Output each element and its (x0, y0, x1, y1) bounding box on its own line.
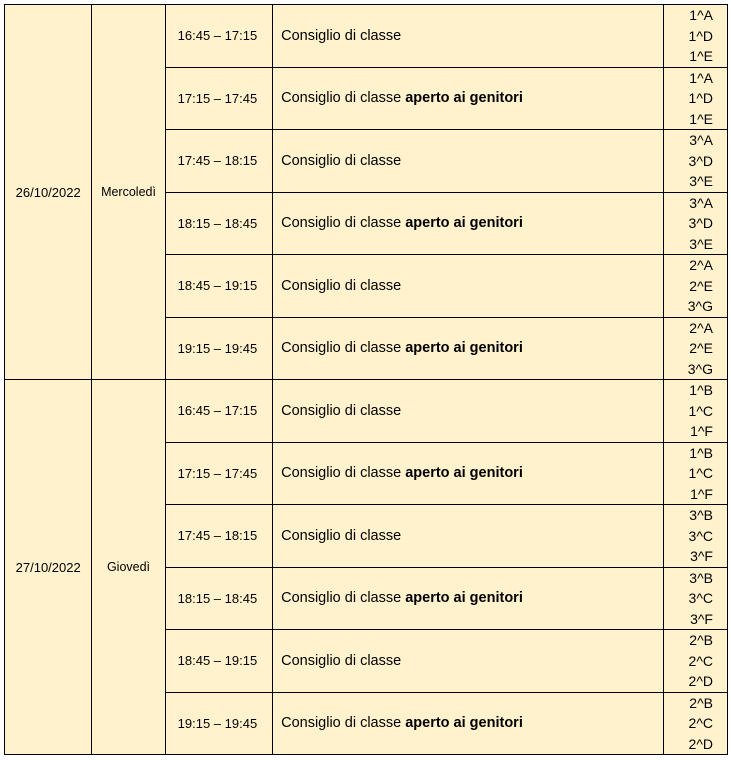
class-label: 2^C (688, 715, 713, 731)
class-label: 1^B (689, 382, 713, 398)
description-cell (273, 130, 664, 193)
description-text: Consiglio di classe (281, 465, 402, 482)
weekday-cell: Mercoledì (92, 5, 165, 380)
class-label: 1^C (688, 402, 713, 419)
open-to-parents-label: aperto ai genitori (405, 340, 523, 357)
schedule-table (4, 4, 728, 755)
description-cell (273, 692, 664, 755)
description-cell (273, 505, 664, 568)
description-cell (273, 192, 664, 255)
class-label: 3^G (687, 360, 713, 377)
description-text: Consiglio di classe (281, 652, 402, 669)
table-row (5, 5, 728, 68)
description-cell (273, 255, 664, 318)
class-label: 3^C (688, 590, 713, 606)
classes-cell (663, 192, 727, 255)
date-cell: 27/10/2022 (5, 380, 92, 755)
class-label: 3^D (688, 215, 713, 231)
description-cell (273, 317, 664, 380)
open-to-parents-label: aperto ai genitori (405, 465, 523, 482)
class-label: 1^F (690, 423, 713, 439)
class-label: 3^F (690, 548, 713, 564)
class-label: 3^D (688, 152, 713, 169)
open-to-parents-label: aperto ai genitori (405, 715, 523, 732)
class-label: 3^F (690, 610, 713, 627)
description-cell (273, 567, 664, 630)
description-text: Consiglio di classe (281, 277, 402, 294)
class-label: 3^A (689, 194, 713, 211)
time-slot-cell: 18:15 – 18:45 (165, 567, 272, 630)
open-to-parents-label: aperto ai genitori (405, 590, 523, 607)
class-label: 3^B (689, 569, 713, 586)
time-slot-cell: 19:15 – 19:45 (165, 692, 272, 755)
time-slot-cell: 18:45 – 19:15 (165, 630, 272, 693)
classes-cell (663, 630, 727, 693)
classes-cell (663, 442, 727, 505)
class-label: 2^E (689, 277, 713, 294)
date-cell: 26/10/2022 (5, 5, 92, 380)
class-label: 1^D (688, 27, 713, 44)
classes-cell (663, 130, 727, 193)
description-text: Consiglio di classe (281, 715, 402, 732)
classes-cell (663, 67, 727, 130)
class-label: 1^F (690, 485, 713, 502)
time-slot-cell: 16:45 – 17:15 (165, 5, 272, 68)
time-slot-cell: 17:15 – 17:45 (165, 442, 272, 505)
classes-cell (663, 317, 727, 380)
class-label: 1^E (689, 110, 713, 127)
description-text: Consiglio di classe (281, 590, 402, 607)
class-label: 3^C (688, 527, 713, 544)
open-to-parents-label: aperto ai genitori (405, 90, 523, 107)
time-slot-cell: 17:45 – 18:15 (165, 130, 272, 193)
class-label: 2^A (689, 257, 713, 273)
time-slot-cell: 19:15 – 19:45 (165, 317, 272, 380)
class-label: 3^E (689, 173, 713, 189)
description-text: Consiglio di classe (281, 152, 402, 169)
time-slot-cell: 16:45 – 17:15 (165, 380, 272, 443)
class-label: 2^D (688, 673, 713, 689)
class-label: 1^A (689, 69, 713, 86)
class-label: 2^B (689, 632, 713, 648)
classes-cell (663, 505, 727, 568)
classes-cell (663, 5, 727, 68)
description-cell (273, 442, 664, 505)
classes-cell (663, 692, 727, 755)
description-text: Consiglio di classe (281, 27, 402, 44)
class-label: 2^B (689, 694, 713, 711)
weekday-cell: Giovedì (92, 380, 165, 755)
description-cell (273, 67, 664, 130)
time-slot-cell: 18:45 – 19:15 (165, 255, 272, 318)
description-text: Consiglio di classe (281, 402, 402, 419)
class-label: 3^B (689, 507, 713, 523)
classes-cell (663, 567, 727, 630)
table-row (5, 380, 728, 443)
description-text: Consiglio di classe (281, 340, 402, 357)
description-text: Consiglio di classe (281, 527, 402, 544)
open-to-parents-label: aperto ai genitori (405, 215, 523, 232)
time-slot-cell: 18:15 – 18:45 (165, 192, 272, 255)
class-label: 2^C (688, 652, 713, 669)
class-label: 3^A (689, 132, 713, 148)
class-label: 2^E (689, 340, 713, 356)
time-slot-cell: 17:15 – 17:45 (165, 67, 272, 130)
class-label: 1^B (689, 444, 713, 461)
class-label: 1^A (689, 7, 713, 23)
classes-cell (663, 380, 727, 443)
class-label: 1^C (688, 465, 713, 481)
description-cell (273, 380, 664, 443)
description-cell (273, 630, 664, 693)
description-text: Consiglio di classe (281, 215, 402, 232)
class-label: 3^E (689, 235, 713, 252)
description-text: Consiglio di classe (281, 90, 402, 107)
class-label: 2^A (689, 319, 713, 336)
time-slot-cell: 17:45 – 18:15 (165, 505, 272, 568)
classes-cell (663, 255, 727, 318)
description-cell (273, 5, 664, 68)
class-label: 2^D (688, 735, 713, 752)
class-label: 1^E (689, 48, 713, 64)
class-label: 1^D (688, 90, 713, 106)
class-label: 3^G (687, 298, 713, 314)
